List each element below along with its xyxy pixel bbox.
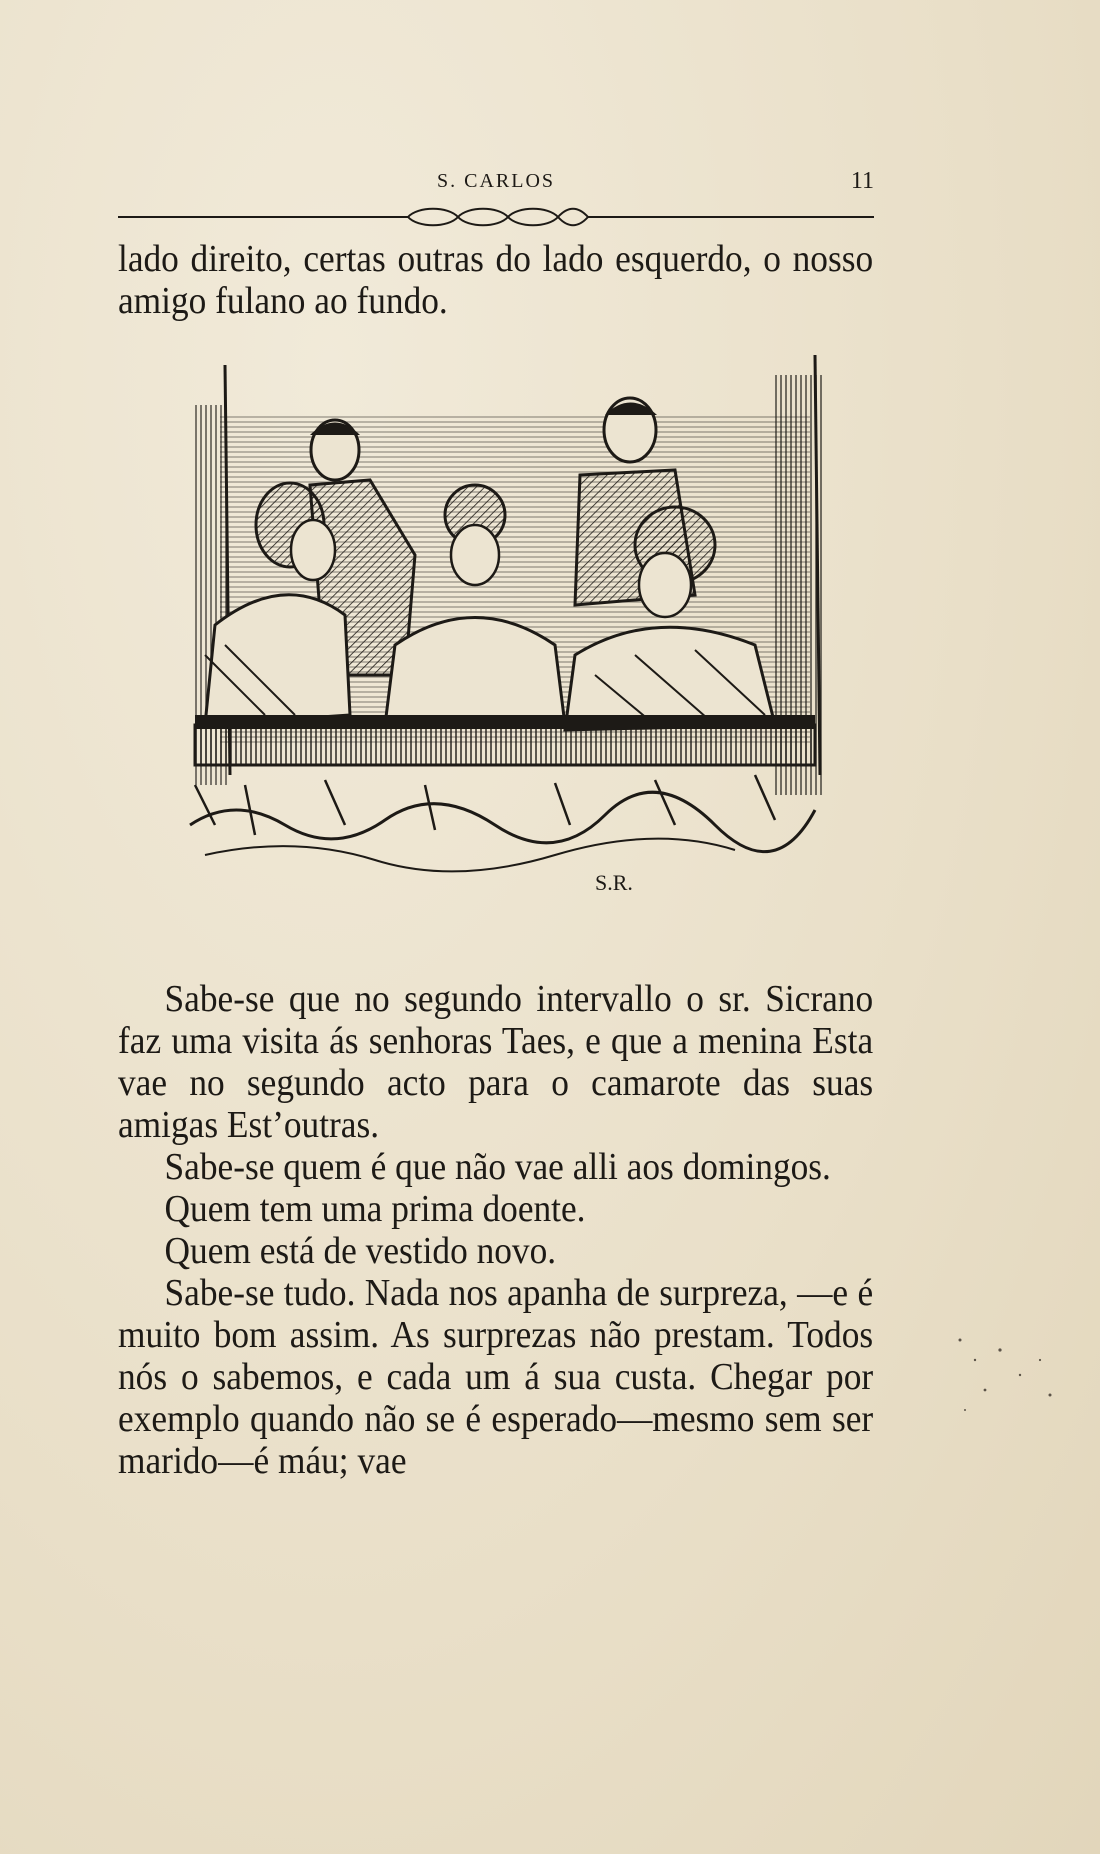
header-rule-ornament [118, 204, 874, 230]
paragraph: lado direito, certas outras do lado esquerdo, o nosso amigo fulano ao fundo. [118, 238, 874, 322]
running-head: S. CARLOS [436, 170, 556, 192]
text-block-top [118, 238, 873, 322]
text-block-bottom [118, 978, 873, 1482]
illustration-signature: S.R. [595, 870, 633, 895]
paragraph: Sabe-se que no segundo intervallo o sr. Sicrano faz uma visita ás senhoras Taes, e que a menina Esta vae no segundo acto para o camarote das suas amigas Est’outras. [118, 978, 874, 1146]
page-header [118, 170, 874, 200]
paragraph: Sabe-se quem é que não vae alli aos domingos. [164, 1146, 831, 1188]
paper-specks [940, 1320, 1080, 1430]
page-number: 11 [850, 168, 874, 194]
theatre-box-illustration [175, 355, 855, 945]
paragraph: Sabe-se tudo. Nada nos apanha de surpreza, —e é muito bom assim. As surprezas não prestam. Todos nós o sabemos, e cada um á sua custa. Chegar por exemplo quando não se é esperado—mesmo sem ser marido—é máu; vae [118, 1272, 874, 1482]
paragraph: Quem tem uma prima doente. [164, 1188, 586, 1230]
paragraph: Quem está de vestido novo. [164, 1230, 557, 1272]
